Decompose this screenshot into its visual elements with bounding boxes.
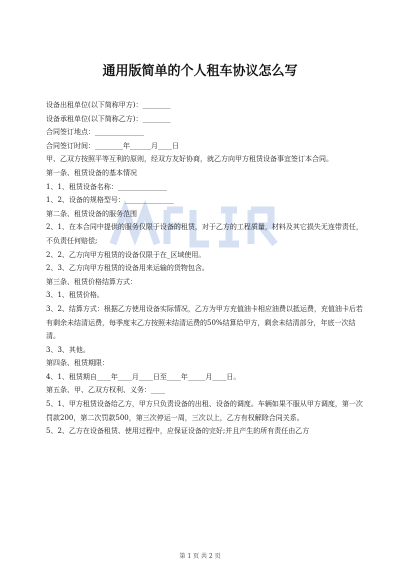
section-heading: 第二条、租赁设备的服务范围 [46,209,137,218]
text-line: 5、2、乙方在设备租赁、使用过程中，应保证设备的完好;并且产生的所有责任由乙方 [46,427,310,436]
section-heading: 第四条、租赁期限： [46,359,109,368]
text-line: 3、3、其他。 [46,345,90,354]
text-line: 3、1、租赁价格。 [46,291,104,300]
paragraph: 3、2、结算方式：根据乙方使用设备实际情况，乙方为甲方充值油卡相应油费以抵运费，充值油卡后若有剩余未结清运费，每季度末乙方按照未结清运费的50%结算给甲方，剩余未结清部分，年底一次结清。 [46,304,363,341]
section-heading: 第一条、租赁设备的基本情况 [46,168,137,177]
section-heading: 第三条、租赁价格结算方式： [46,277,137,286]
section-heading: 第五条、甲、乙双方权利、义务：____ [46,386,165,395]
paragraph: 5、1、甲方租赁设备给乙方，甲方只负责设备的出租、设备的调度。车辆如果不服从甲方调度，第一次罚款200，第二次罚款500，第三次停运一周，三次以上，乙方有权解除合同关系。 [46,400,363,422]
text-line: 1、2、设备的规格型号：______________ [46,196,174,205]
text-line: 4、1、租赁期自____年____月____日至____年_____月____日。 [46,372,241,381]
text-line: 合同签订时间：________年______月____日 [46,141,179,150]
paragraph: 甲、乙双方按照平等互利的原则，经双方友好协商，就乙方向甲方租赁设备事宜签订本合同。 [46,155,333,164]
text-line: 设备承租单位(以下简称乙方)：________ [46,114,171,123]
paragraph: 2、1、在本合同中提供的服务仅限于设备的租赁，对于乙方的工程质量，材料及其它损失无连带责任，不负责任何赔偿; [46,223,363,245]
text-line: 1、1、租赁设备名称：______________ [46,182,167,191]
text-line: 2、2、乙方向甲方租赁的设备仅限于在_区域使用。 [46,250,206,259]
text-line: 合同签订地点：______________ [46,128,144,137]
document-title: 通用版简单的个人租车协议怎么写 [102,64,298,79]
page-number-footer: 第 1 页 共 2 页 [179,553,221,560]
text-line: 设备出租单位(以下简称甲方)：________ [46,101,171,109]
text-line: 2、3、乙方向甲方租赁的设备用来运输的货物包含。 [46,264,209,273]
document-body [46,99,364,439]
